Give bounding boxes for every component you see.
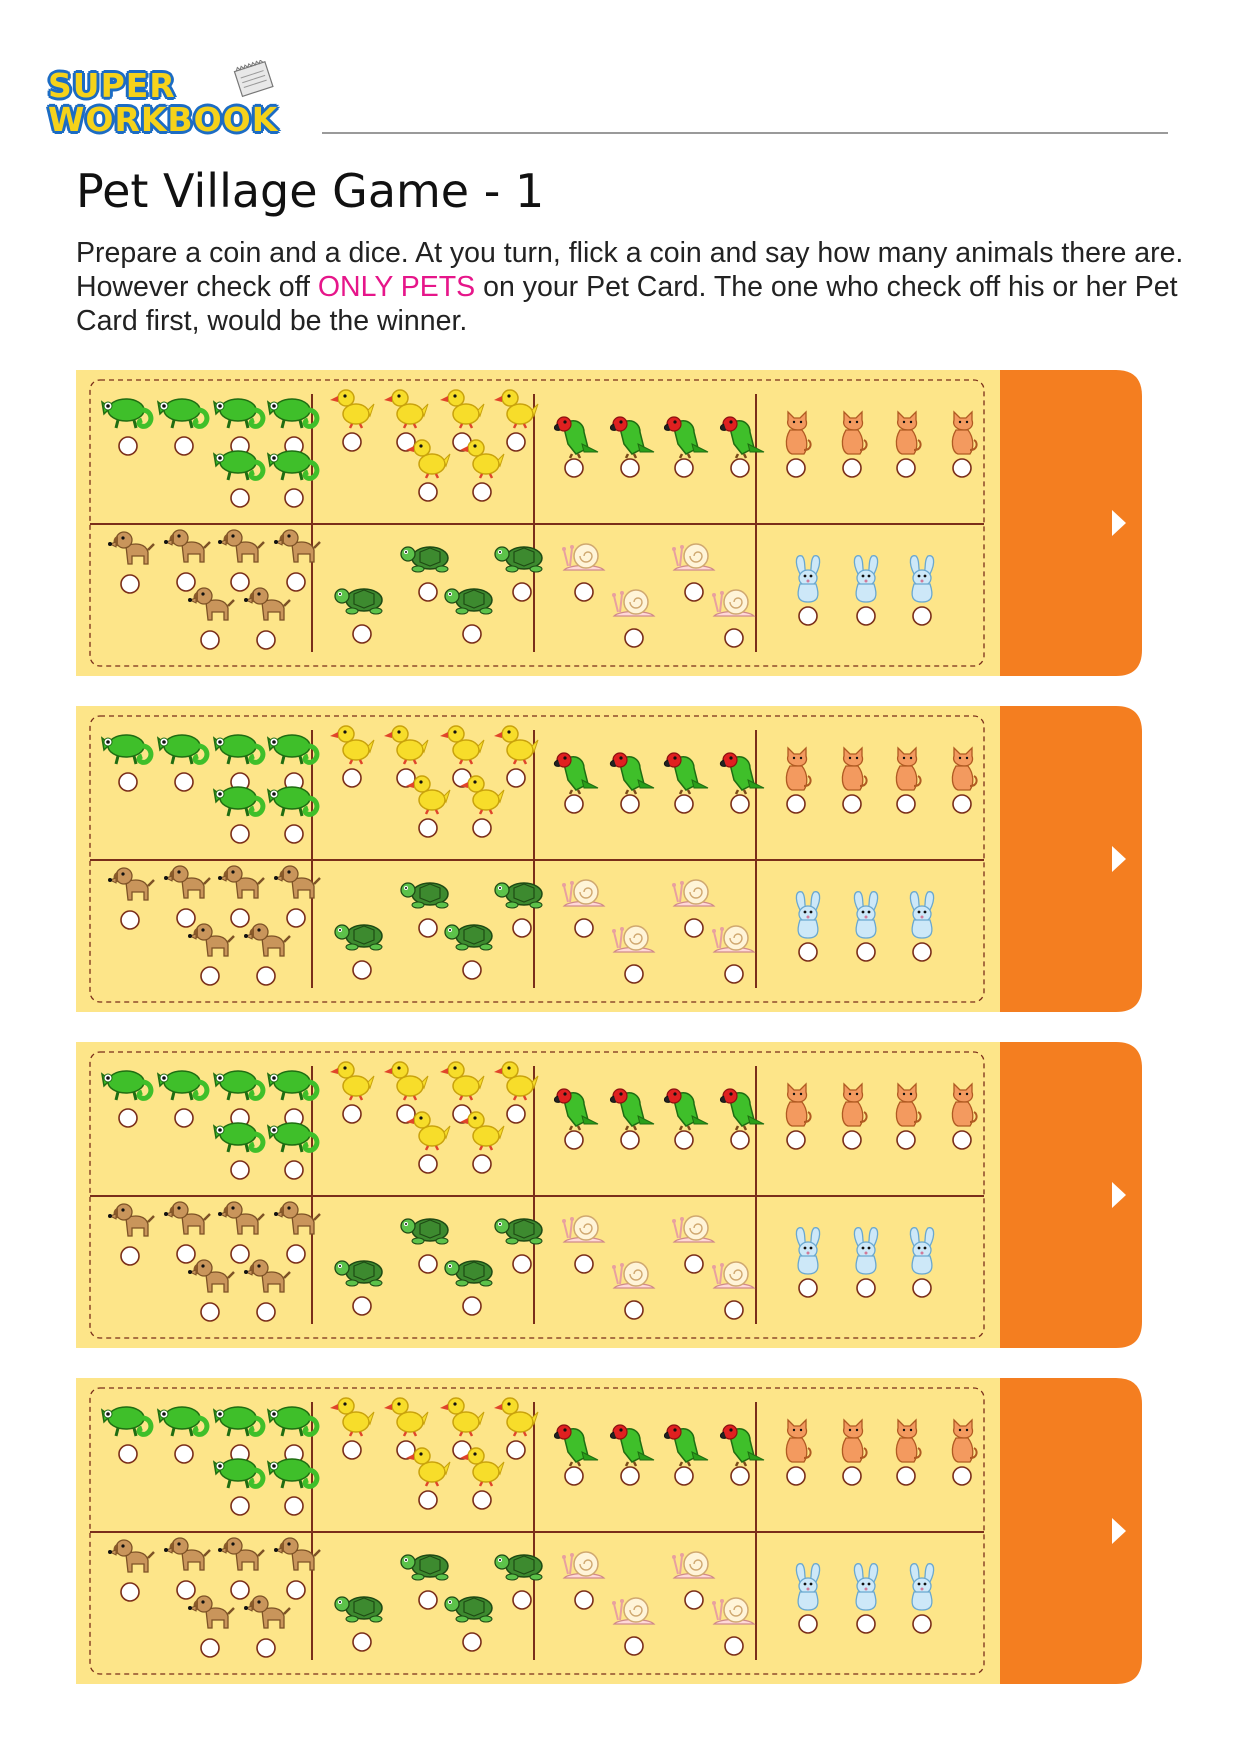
check-circle[interactable] [513,1591,531,1609]
check-circle[interactable] [575,1255,593,1273]
check-circle[interactable] [799,943,817,961]
check-circle[interactable] [119,1445,137,1463]
check-circle[interactable] [177,1245,195,1263]
instructions-text [76,236,1186,338]
check-circle[interactable] [177,909,195,927]
check-circle[interactable] [257,1303,275,1321]
pet-card-board [76,370,1162,676]
check-circle[interactable] [463,1633,481,1651]
check-circle[interactable] [685,919,703,937]
check-circle[interactable] [507,769,525,787]
check-circle[interactable] [897,795,915,813]
header-rule [322,132,1168,134]
check-circle[interactable] [675,1131,693,1149]
check-circle[interactable] [285,1497,303,1515]
check-circle[interactable] [575,583,593,601]
check-circle[interactable] [731,1467,749,1485]
check-circle[interactable] [507,1441,525,1459]
pet-card [76,370,1162,676]
check-circle[interactable] [953,1131,971,1149]
check-circle[interactable] [343,1105,361,1123]
check-circle[interactable] [685,1255,703,1273]
check-circle[interactable] [177,1581,195,1599]
only-pets-highlight: ONLY PETS [317,271,476,303]
check-circle[interactable] [857,607,875,625]
check-circle[interactable] [685,583,703,601]
check-circle[interactable] [121,575,139,593]
check-circle[interactable] [787,795,805,813]
check-circle[interactable] [119,437,137,455]
check-circle[interactable] [953,459,971,477]
check-circle[interactable] [575,1591,593,1609]
check-circle[interactable] [897,1467,915,1485]
pet-card [76,706,1162,1012]
check-circle[interactable] [353,961,371,979]
check-circle[interactable] [843,1131,861,1149]
check-circle[interactable] [463,625,481,643]
page-title: Pet Village Game - 1 [76,164,545,218]
check-circle[interactable] [513,1255,531,1273]
check-circle[interactable] [913,1279,931,1297]
check-circle[interactable] [231,1497,249,1515]
check-circle[interactable] [231,573,249,591]
logo-line2: WORKBOOK [48,100,279,139]
check-circle[interactable] [725,965,743,983]
check-circle[interactable] [343,769,361,787]
check-circle[interactable] [287,1245,305,1263]
check-circle[interactable] [231,1245,249,1263]
check-circle[interactable] [353,1297,371,1315]
check-circle[interactable] [685,1591,703,1609]
check-circle[interactable] [463,1297,481,1315]
check-circle[interactable] [285,825,303,843]
check-circle[interactable] [725,1637,743,1655]
check-circle[interactable] [201,1639,219,1657]
check-circle[interactable] [419,1155,437,1173]
check-circle[interactable] [419,1491,437,1509]
check-circle[interactable] [725,1301,743,1319]
check-circle[interactable] [473,819,491,837]
notepad-icon [224,60,284,100]
check-circle[interactable] [419,819,437,837]
check-circle[interactable] [731,795,749,813]
check-circle[interactable] [913,607,931,625]
check-circle[interactable] [257,967,275,985]
check-circle[interactable] [175,1109,193,1127]
check-circle[interactable] [419,919,437,937]
check-circle[interactable] [257,1639,275,1657]
check-circle[interactable] [507,1105,525,1123]
check-circle[interactable] [799,1615,817,1633]
check-circle[interactable] [419,1591,437,1609]
pet-card [76,1378,1162,1684]
check-circle[interactable] [175,1445,193,1463]
check-circle[interactable] [473,483,491,501]
check-circle[interactable] [201,967,219,985]
check-circle[interactable] [675,459,693,477]
check-circle[interactable] [473,1491,491,1509]
check-circle[interactable] [621,1131,639,1149]
check-circle[interactable] [463,961,481,979]
check-circle[interactable] [231,909,249,927]
check-circle[interactable] [121,1583,139,1601]
check-circle[interactable] [231,1581,249,1599]
check-circle[interactable] [913,943,931,961]
check-circle[interactable] [787,1467,805,1485]
pet-card-board [76,706,1162,1012]
check-circle[interactable] [121,911,139,929]
check-circle[interactable] [675,795,693,813]
check-circle[interactable] [257,631,275,649]
check-circle[interactable] [419,583,437,601]
check-circle[interactable] [625,1301,643,1319]
check-circle[interactable] [473,1155,491,1173]
check-circle[interactable] [231,825,249,843]
check-circle[interactable] [175,437,193,455]
check-circle[interactable] [175,773,193,791]
check-circle[interactable] [625,1637,643,1655]
check-circle[interactable] [621,1467,639,1485]
check-circle[interactable] [285,1161,303,1179]
check-circle[interactable] [513,583,531,601]
check-circle[interactable] [843,459,861,477]
check-circle[interactable] [231,489,249,507]
check-circle[interactable] [675,1467,693,1485]
check-circle[interactable] [621,459,639,477]
check-circle[interactable] [119,773,137,791]
check-circle[interactable] [843,795,861,813]
check-circle[interactable] [231,1161,249,1179]
check-circle[interactable] [565,1467,583,1485]
check-circle[interactable] [353,625,371,643]
check-circle[interactable] [201,631,219,649]
logo-line1: SUPER [48,66,176,105]
check-circle[interactable] [953,1467,971,1485]
instructions-part2: on your Pet Card. The one who check off his or her Pet Card first, would be the winner. [76,271,1178,337]
check-circle[interactable] [419,1255,437,1273]
check-circle[interactable] [119,1109,137,1127]
check-circle[interactable] [513,919,531,937]
instructions-part1: Prepare a coin and a dice. At you turn, flick a coin and say how many animals there are. However check off [76,237,1184,303]
check-circle[interactable] [799,607,817,625]
check-circle[interactable] [353,1633,371,1651]
check-circle[interactable] [799,1279,817,1297]
check-circle[interactable] [625,965,643,983]
check-circle[interactable] [625,629,643,647]
check-circle[interactable] [565,459,583,477]
check-circle[interactable] [953,795,971,813]
check-circle[interactable] [285,489,303,507]
pet-card-board [76,1042,1162,1348]
pet-card [76,1042,1162,1348]
check-circle[interactable] [787,459,805,477]
check-circle[interactable] [731,1131,749,1149]
check-circle[interactable] [565,1131,583,1149]
check-circle[interactable] [201,1303,219,1321]
check-circle[interactable] [913,1615,931,1633]
check-circle[interactable] [897,1131,915,1149]
check-circle[interactable] [287,909,305,927]
check-circle[interactable] [725,629,743,647]
check-circle[interactable] [857,1279,875,1297]
check-circle[interactable] [897,459,915,477]
check-circle[interactable] [121,1247,139,1265]
check-circle[interactable] [857,943,875,961]
check-circle[interactable] [731,459,749,477]
check-circle[interactable] [857,1615,875,1633]
check-circle[interactable] [343,433,361,451]
check-circle[interactable] [419,483,437,501]
check-circle[interactable] [565,795,583,813]
check-circle[interactable] [287,1581,305,1599]
check-circle[interactable] [507,433,525,451]
check-circle[interactable] [621,795,639,813]
check-circle[interactable] [787,1131,805,1149]
check-circle[interactable] [343,1441,361,1459]
super-workbook-logo [48,58,318,148]
check-circle[interactable] [287,573,305,591]
check-circle[interactable] [843,1467,861,1485]
pet-card-board [76,1378,1162,1684]
check-circle[interactable] [177,573,195,591]
check-circle[interactable] [575,919,593,937]
